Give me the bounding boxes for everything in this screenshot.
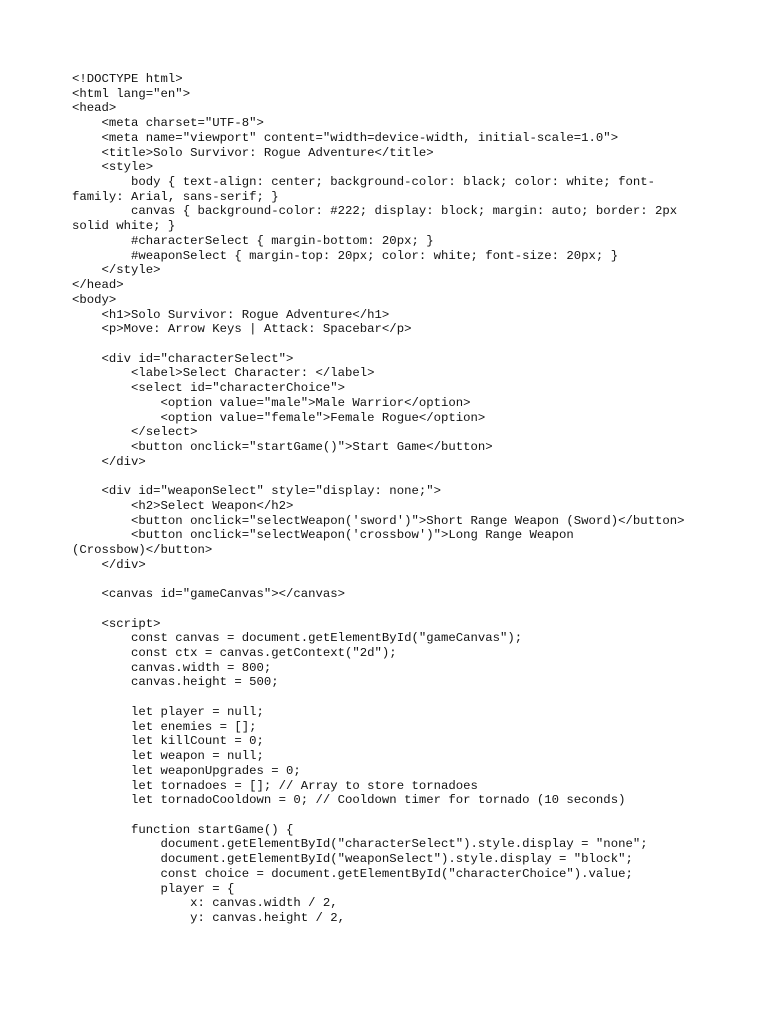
code-line: const choice = document.getElementById("characterChoice").value;	[72, 866, 633, 881]
code-line: </select>	[72, 425, 198, 440]
code-line: player = {	[72, 881, 235, 896]
code-line: <button onclick="startGame()">Start Game</button>	[72, 439, 493, 454]
code-line: canvas.width = 800;	[72, 660, 272, 675]
code-line: <option value="female">Female Rogue</option>	[72, 410, 486, 425]
code-line: <body>	[72, 292, 117, 307]
code-line: <button onclick="selectWeapon('sword')">Short Range Weapon (Sword)</button>	[72, 513, 685, 528]
code-line: <button onclick="selectWeapon('crossbow')">Long Range Weapon	[72, 528, 574, 543]
code-line: <html lang="en">	[72, 86, 191, 101]
code-line: <meta name="viewport" content="width=device-width, initial-scale=1.0">	[72, 130, 619, 145]
code-line: let tornadoes = []; // Array to store tornadoes	[72, 778, 478, 793]
code-line	[72, 572, 712, 587]
code-line: body { text-align: center; background-color: black; color: white; font-	[72, 175, 655, 190]
code-line: <style>	[72, 160, 154, 175]
code-line: y: canvas.height / 2,	[72, 910, 346, 925]
code-line: <label>Select Character: </label>	[72, 366, 375, 381]
code-line: </div>	[72, 454, 146, 469]
code-line: <div id="weaponSelect" style="display: none;">	[72, 484, 441, 499]
code-line: let weapon = null;	[72, 749, 264, 764]
code-line: <select id="characterChoice">	[72, 381, 346, 396]
code-line: <script>	[72, 616, 161, 631]
code-line: document.getElementById("weaponSelect").style.display = "block";	[72, 852, 633, 867]
code-listing	[72, 72, 712, 926]
code-line: let player = null;	[72, 704, 264, 719]
code-line: let tornadoCooldown = 0; // Cooldown timer for tornado (10 seconds)	[72, 793, 626, 808]
code-line: x: canvas.width / 2,	[72, 896, 338, 911]
code-line: <canvas id="gameCanvas"></canvas>	[72, 587, 346, 602]
code-line: document.getElementById("characterSelect").style.display = "none";	[72, 837, 648, 852]
code-line	[72, 808, 712, 823]
code-line	[72, 337, 712, 352]
code-line: family: Arial, sans-serif; }	[72, 189, 279, 204]
code-line: </head>	[72, 278, 124, 293]
code-line: canvas { background-color: #222; display: block; margin: auto; border: 2px	[72, 204, 678, 219]
code-line: <h1>Solo Survivor: Rogue Adventure</h1>	[72, 307, 390, 322]
code-line: </div>	[72, 557, 146, 572]
code-line: let enemies = [];	[72, 719, 257, 734]
code-line: <!DOCTYPE html>	[72, 72, 183, 86]
code-line: <h2>Select Weapon</h2>	[72, 498, 294, 513]
code-line: <head>	[72, 101, 117, 116]
code-line: #weaponSelect { margin-top: 20px; color: white; font-size: 20px; }	[72, 248, 619, 263]
code-line: <title>Solo Survivor: Rogue Adventure</title>	[72, 145, 434, 160]
code-line	[72, 469, 712, 484]
code-line: (Crossbow)</button>	[72, 543, 213, 557]
code-line: </style>	[72, 263, 161, 278]
code-line	[72, 602, 712, 617]
code-line: function startGame() {	[72, 822, 294, 837]
code-line: const ctx = canvas.getContext("2d");	[72, 646, 397, 661]
code-line: canvas.height = 500;	[72, 675, 279, 690]
code-line: const canvas = document.getElementById("gameCanvas");	[72, 631, 523, 646]
code-line: let weaponUpgrades = 0;	[72, 763, 301, 778]
code-line	[72, 690, 712, 705]
code-line: <option value="male">Male Warrior</option>	[72, 395, 471, 410]
code-line: <p>Move: Arrow Keys | Attack: Spacebar</p>	[72, 322, 412, 337]
code-line: solid white; }	[72, 219, 176, 234]
code-line: <meta charset="UTF-8">	[72, 116, 264, 131]
code-line: #characterSelect { margin-bottom: 20px; }	[72, 233, 434, 248]
code-line: <div id="characterSelect">	[72, 351, 294, 366]
code-line: let killCount = 0;	[72, 734, 264, 749]
